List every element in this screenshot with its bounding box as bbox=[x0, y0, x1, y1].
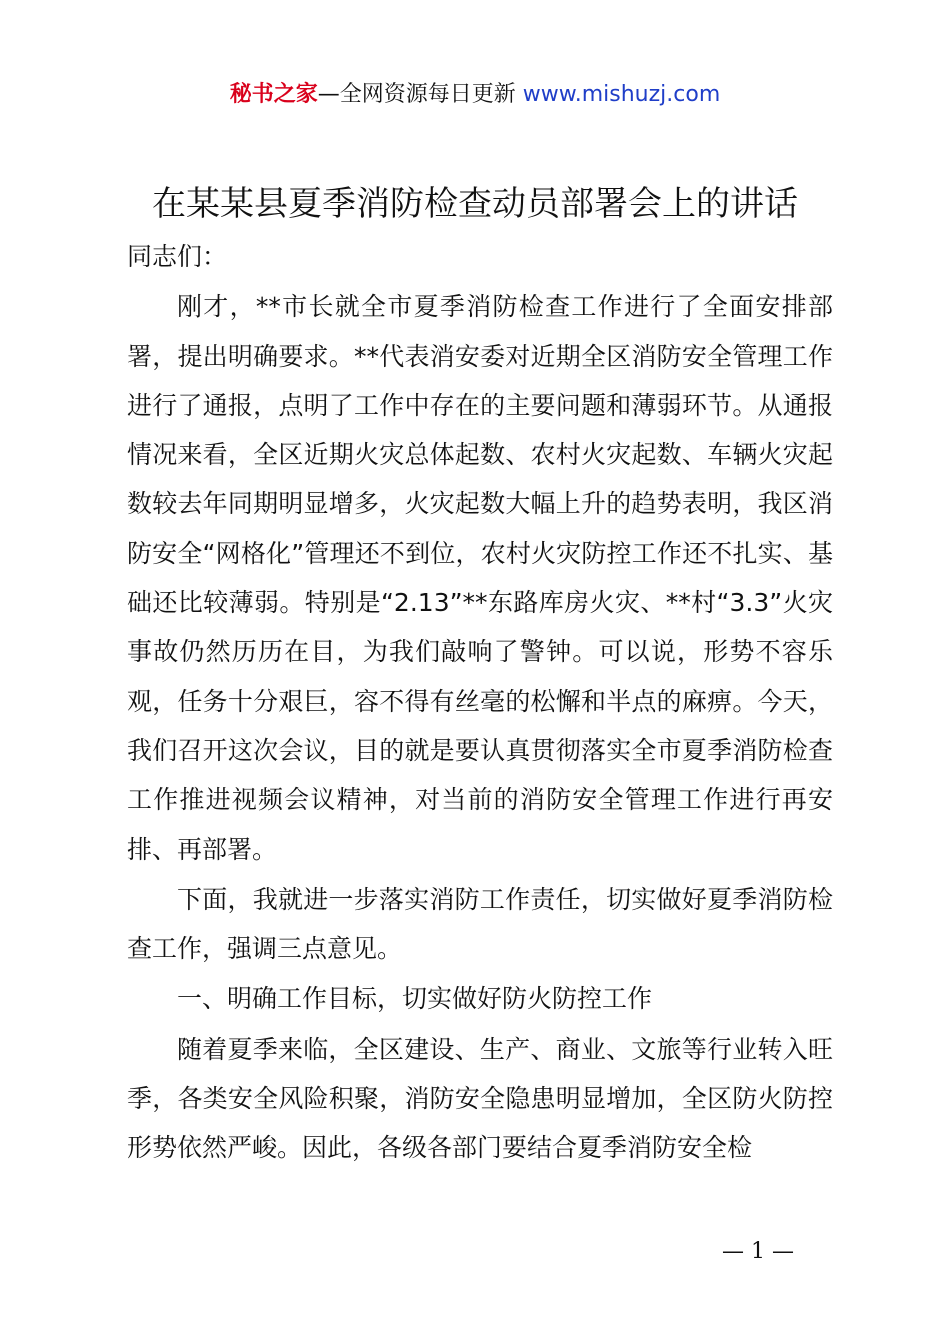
salutation: 同志们： bbox=[127, 242, 228, 271]
page-number: — 1 — bbox=[722, 1239, 794, 1264]
paragraph: 刚才，**市长就全市夏季消防检查工作进行了全面安排部署，提出明确要求。**代表消安委对近期全区消防安全管理工作进行了通报，点明了工作中存在的主要问题和薄弱环节。从通报情况来看，全区近期火灾总体起数、农村火灾起数、车辆火灾起数较去年同期明显增多，火灾起数大幅上升的趋势表明，我区消防安全“网格化”管理还不到位，农村火灾防控工作还不扎实、基础还比较薄弱。特别是“2.13”**东路库房火灾、**村“3.3”火灾事故仍然历历在目，为我们敲响了警钟。可以说，形势不容乐观，任务十分艰巨，容不得有丝毫的松懈和半点的麻痹。今天，我们召开这次会议，目的就是要认真贯彻落实全市夏季消防检查工作推进视频会议精神，对当前的消防安全管理工作进行再安排、再部署。 bbox=[127, 292, 833, 864]
section-heading: 一、明确工作目标，切实做好防火防控工作 bbox=[177, 984, 653, 1014]
header-tagline: —全网资源每日更新 bbox=[317, 82, 523, 107]
paragraph: 下面，我就进一步落实消防工作责任，切实做好夏季消防检查工作，强调三点意见。 bbox=[127, 884, 833, 964]
paragraph: 随着夏季来临，全区建设、生产、商业、文旅等行业转入旺季，各类安全风险积聚，消防安全隐患明显增加，全区防火防控形势依然严峻。因此，各级各部门要结合夏季消防安全检 bbox=[127, 1034, 833, 1163]
site-header bbox=[0, 80, 950, 110]
document-title: 在某某县夏季消防检查动员部署会上的讲话 bbox=[152, 184, 798, 224]
header-url-link[interactable]: www.mishuzj.com bbox=[522, 82, 721, 107]
document-body bbox=[127, 232, 833, 1173]
header-brand: 秘书之家 bbox=[229, 82, 318, 107]
